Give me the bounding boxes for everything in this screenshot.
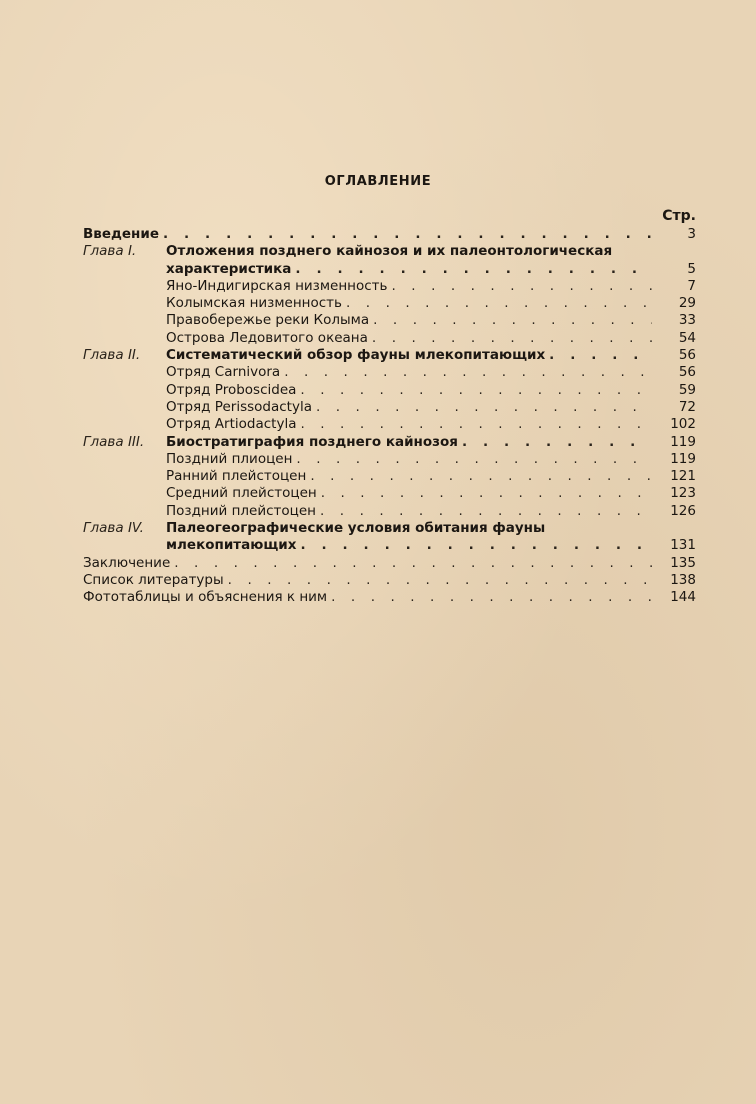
page-title: ОГЛАВЛЕНИЕ bbox=[324, 174, 432, 189]
chapter-title-line: Палеогеографические условия обитания фауны bbox=[166, 520, 546, 537]
toc-subentry[interactable]: Отряд Carnivora . . . 56 bbox=[83, 364, 696, 381]
toc-entry-text: млекопитающих bbox=[166, 537, 297, 554]
toc-subentry[interactable]: Колымская низменность . . . 29 bbox=[83, 295, 696, 312]
toc-page-number: 126 bbox=[670, 502, 696, 519]
toc-page-number: 123 bbox=[670, 485, 696, 502]
toc-page-number: 33 bbox=[678, 312, 696, 329]
chapter-label: Глава IV. bbox=[83, 520, 144, 537]
toc-chapter-4-line-2[interactable] bbox=[83, 537, 696, 554]
toc-page-number: 7 bbox=[687, 277, 696, 294]
toc-entry-text: Биостратиграфия позднего кайнозоя bbox=[166, 433, 458, 450]
toc-subentry[interactable]: Средний плейстоцен . . . 123 bbox=[83, 485, 696, 502]
toc-subentry[interactable]: Отряд Proboscidea . . . 59 bbox=[83, 382, 696, 399]
toc-subentry[interactable]: Ранний плейстоцен . . . 121 bbox=[83, 468, 696, 485]
toc-page-number: 56 bbox=[678, 364, 696, 381]
toc-page-number: 119 bbox=[670, 450, 696, 467]
toc-page-number: 144 bbox=[670, 589, 696, 606]
toc-page-number: 102 bbox=[670, 416, 696, 433]
table-of-contents bbox=[83, 226, 696, 607]
chapter-label: Глава III. bbox=[83, 433, 145, 450]
toc-page-number: 56 bbox=[678, 347, 696, 364]
toc-subentry[interactable]: Яно-Индигирская низменность . . . 7 bbox=[83, 278, 696, 295]
page-column-label: Стр. bbox=[662, 208, 696, 224]
toc-chapter-2[interactable] bbox=[83, 347, 696, 364]
toc-page-number: 131 bbox=[670, 537, 696, 554]
chapter-label: Глава II. bbox=[83, 347, 141, 364]
toc-subentry[interactable]: Отряд Perissodactyla . . . 72 bbox=[83, 399, 696, 416]
toc-subentry[interactable]: Острова Ледовитого океана . . . 54 bbox=[83, 330, 696, 347]
toc-page-number: 72 bbox=[678, 398, 696, 415]
chapter-label: Глава I. bbox=[83, 243, 137, 260]
toc-page-number: 138 bbox=[670, 571, 696, 588]
toc-entry-references[interactable]: Список литературы . . . 138 bbox=[83, 572, 696, 589]
toc-chapter-1-line-1[interactable] bbox=[83, 243, 696, 260]
toc-entry-text: характеристика bbox=[166, 260, 292, 277]
toc-entry-text: Введение bbox=[83, 226, 159, 242]
toc-page-number: 135 bbox=[670, 554, 696, 571]
toc-chapter-1-line-2[interactable] bbox=[83, 261, 696, 278]
toc-chapter-4-line-1[interactable] bbox=[83, 520, 696, 537]
toc-page-number: 29 bbox=[678, 295, 696, 312]
toc-subentry[interactable]: Отряд Artiodactyla . . . 102 bbox=[83, 416, 696, 433]
toc-entry-conclusion[interactable]: Заключение . . . 135 bbox=[83, 555, 696, 572]
toc-page-number: 54 bbox=[678, 329, 696, 346]
toc-page-number: 119 bbox=[670, 433, 696, 450]
toc-page-number: 3 bbox=[687, 226, 696, 242]
toc-subentry[interactable]: Поздний плейстоцен . . . 126 bbox=[83, 503, 696, 520]
toc-page-number: 59 bbox=[678, 381, 696, 398]
toc-entry-text: Систематический обзор фауны млекопитающих bbox=[166, 347, 546, 364]
toc-chapter-3[interactable] bbox=[83, 434, 696, 451]
toc-subentry[interactable]: Правобережье реки Колыма . . . 33 bbox=[83, 312, 696, 329]
toc-subentry[interactable]: Поздний плиоцен . . . 119 bbox=[83, 451, 696, 468]
toc-page-number: 121 bbox=[670, 468, 696, 485]
toc-entry-plates[interactable]: Фототаблицы и объяснения к ним . . . 144 bbox=[83, 589, 696, 606]
toc-entry-intro[interactable] bbox=[83, 226, 696, 243]
toc-page-number: 5 bbox=[687, 260, 696, 277]
chapter-title-line: Отложения позднего кайнозоя и их палеонтологическая bbox=[166, 243, 613, 260]
